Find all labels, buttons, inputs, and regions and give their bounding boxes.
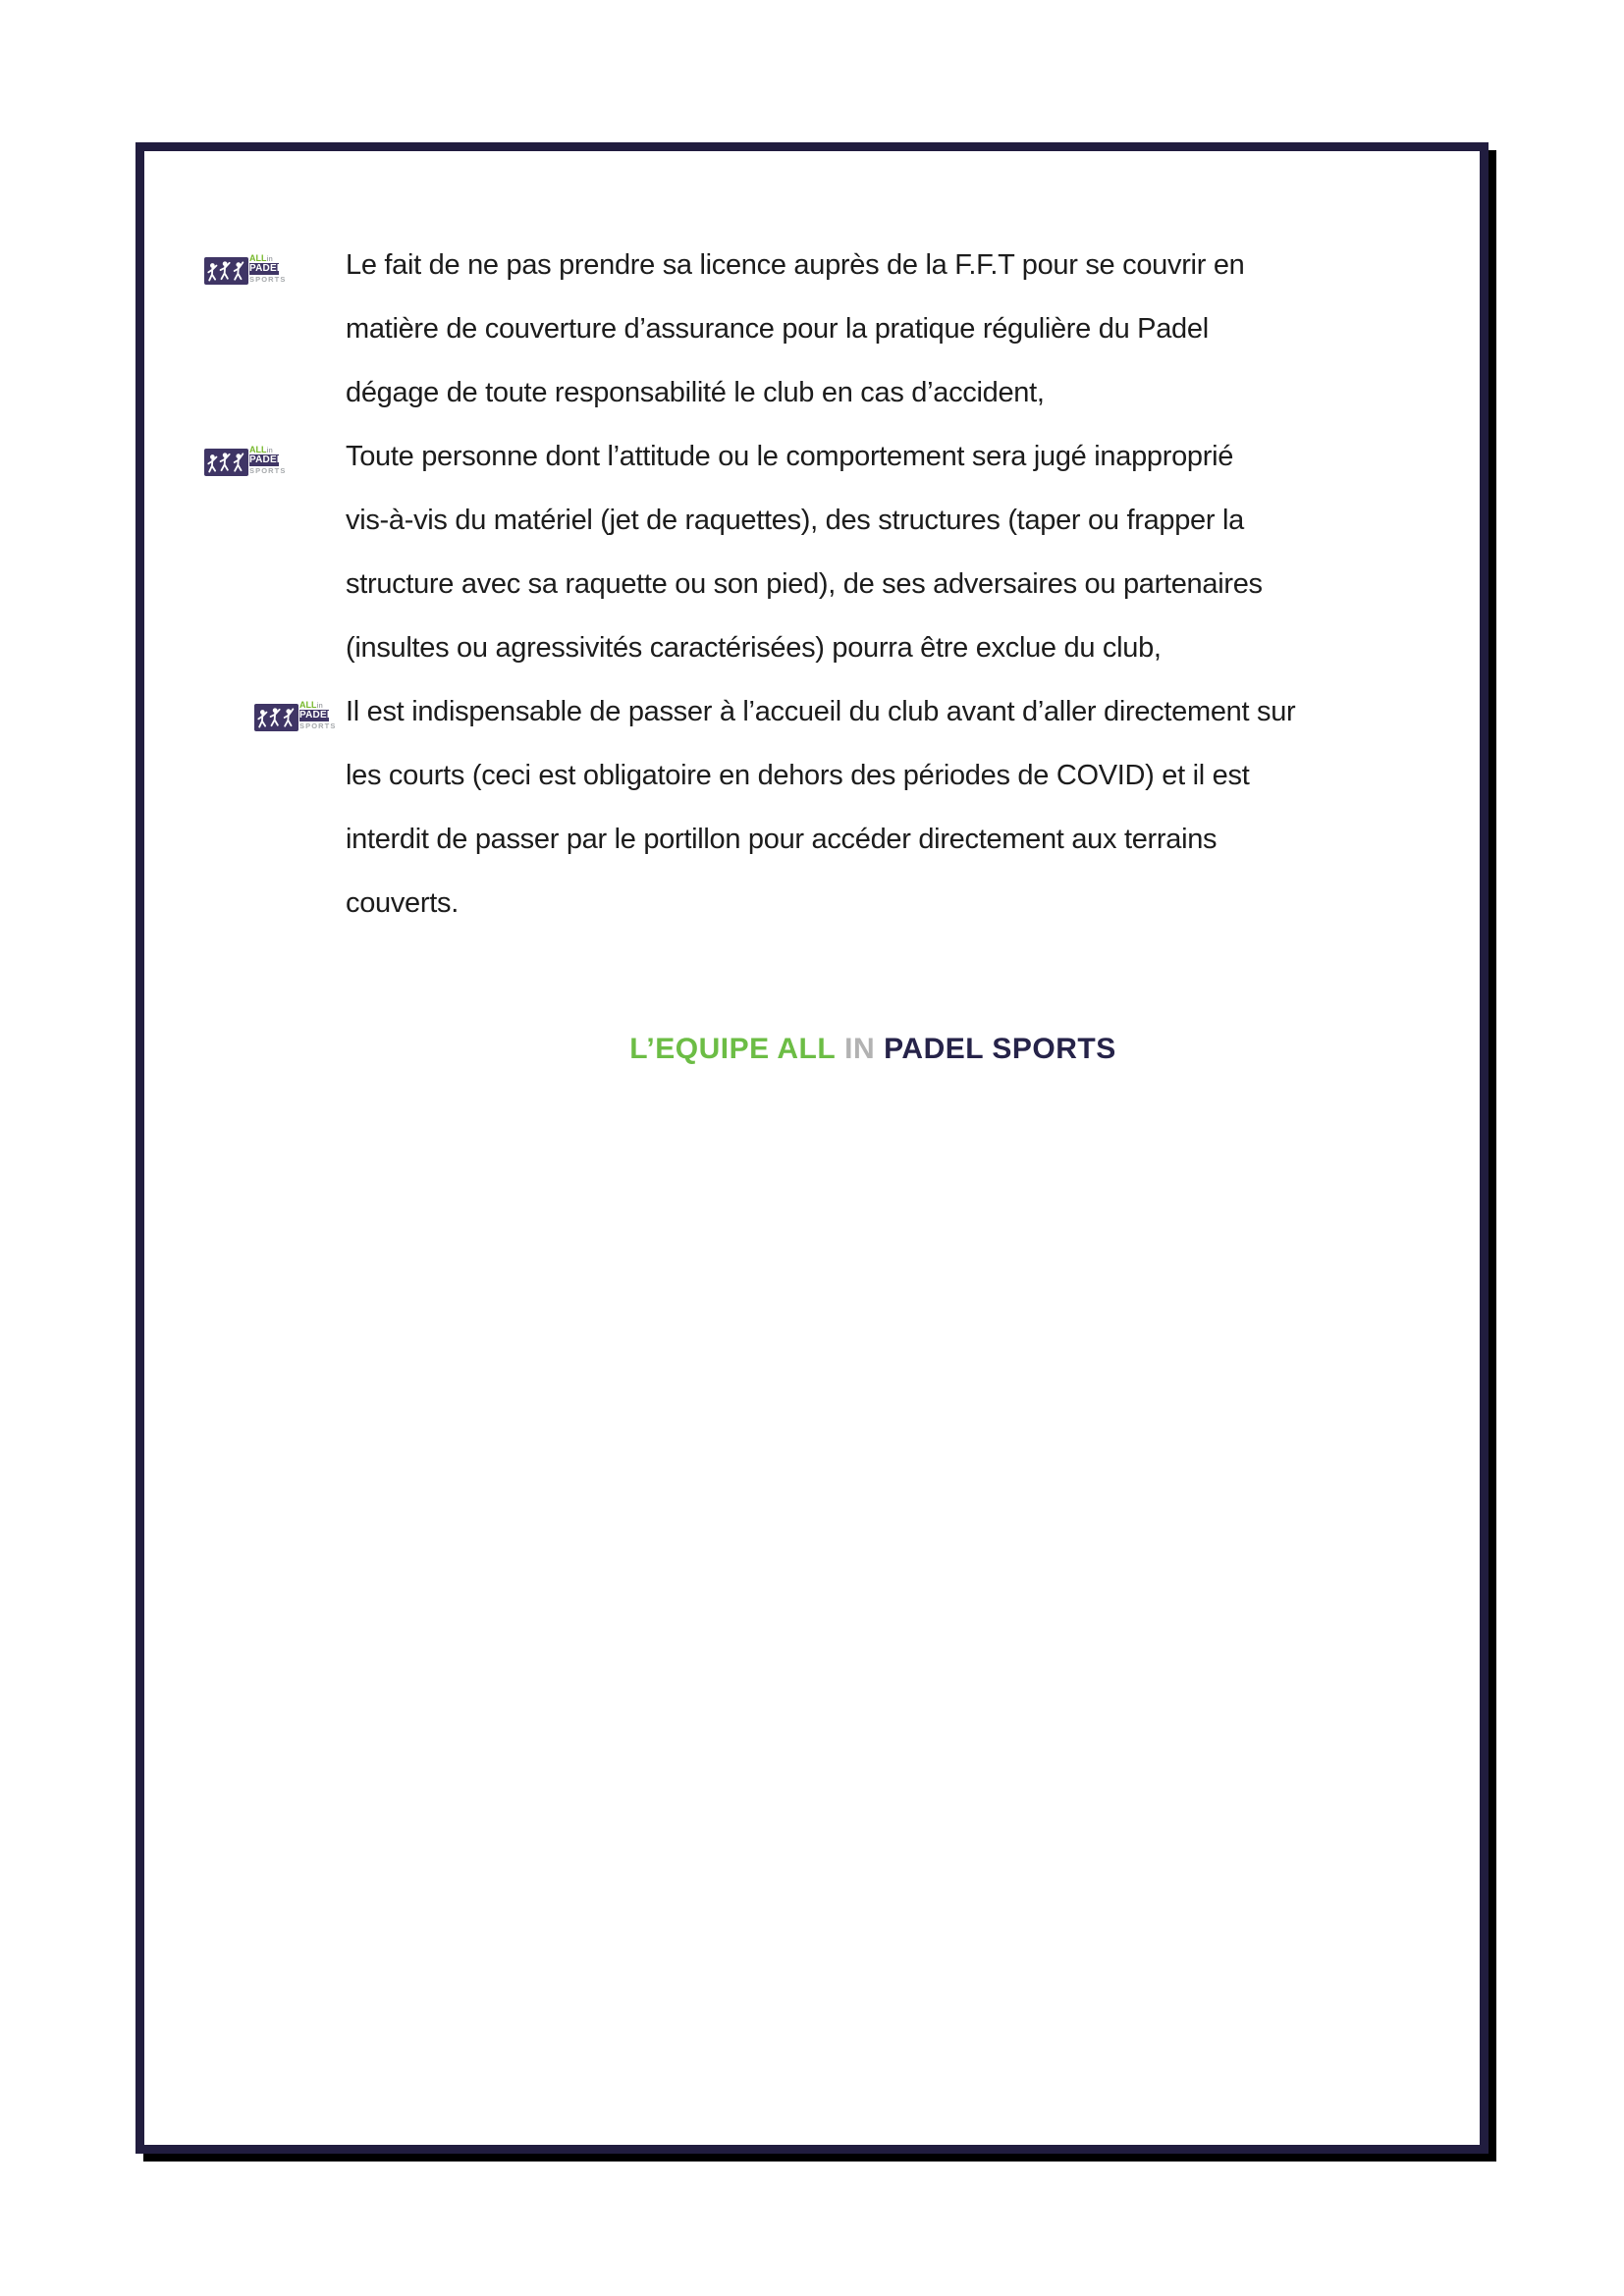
logo-all-label: ALLin — [249, 445, 273, 454]
jumping-players-icon — [206, 450, 246, 475]
padel-sports-logo-bullet-icon — [254, 700, 337, 733]
paragraph-line: (insultes ou agressivités caractérisées) pourra être exclue du club, — [346, 632, 1162, 664]
paragraph-line: Le fait de ne pas prendre sa licence auprès de la F.F.T pour se couvrir en — [346, 249, 1245, 281]
logo-all-label: ALLin — [299, 700, 323, 710]
logo-sports-label: SPORTS — [249, 275, 287, 284]
logo-sports-label: SPORTS — [299, 721, 337, 730]
page-content — [144, 151, 1480, 2145]
bullet-text — [346, 680, 1480, 935]
list-item — [144, 425, 1480, 680]
padel-sports-logo-bullet-icon — [204, 445, 287, 478]
document-page — [135, 142, 1489, 2154]
paragraph-line: couverts. — [346, 887, 459, 919]
closing-signature-line — [333, 1017, 1413, 1081]
bullet-text — [346, 425, 1480, 680]
closing-equipe-all: L’EQUIPE ALL — [629, 1033, 837, 1065]
logo-sports-label: SPORTS — [249, 466, 287, 475]
jumping-players-icon — [206, 258, 246, 284]
logo-text — [249, 253, 287, 285]
paragraph-line: interdit de passer par le portillon pour accéder directement aux terrains — [346, 824, 1218, 855]
logo-text — [249, 445, 287, 476]
logo-all-label: ALLin — [249, 253, 273, 263]
closing-in: IN — [844, 1033, 876, 1065]
padel-sports-logo-bullet-icon — [204, 253, 287, 287]
logo-padel-label: PADEL — [299, 710, 334, 721]
paragraph-line: Toute personne dont l’attitude ou le comportement sera jugé inapproprié — [346, 441, 1234, 472]
list-item — [144, 680, 1480, 935]
paragraph-line: matière de couverture d’assurance pour la pratique régulière du Padel — [346, 313, 1209, 345]
logo-padel-label: PADEL — [249, 454, 284, 465]
paragraph-line: dégage de toute responsabilité le club en cas d’accident, — [346, 377, 1045, 408]
paragraph-line: vis-à-vis du matériel (jet de raquettes), des structures (taper ou frapper la — [346, 505, 1244, 536]
players-icon — [254, 704, 298, 731]
jumping-players-icon — [256, 705, 297, 730]
logo-text — [299, 700, 337, 731]
players-icon — [204, 449, 248, 476]
bullet-text — [346, 234, 1480, 425]
logo-padel-label: PADEL — [249, 263, 284, 274]
paragraph-line: Il est indispensable de passer à l’accueil du club avant d’aller directement sur — [346, 696, 1296, 727]
list-item — [144, 234, 1480, 425]
paragraph-line: les courts (ceci est obligatoire en dehors des périodes de COVID) et il est — [346, 760, 1250, 791]
paragraph-line: structure avec sa raquette ou son pied), de ses adversaires ou partenaires — [346, 568, 1263, 600]
closing-padel-sports: PADEL SPORTS — [884, 1033, 1116, 1065]
players-icon — [204, 257, 248, 285]
